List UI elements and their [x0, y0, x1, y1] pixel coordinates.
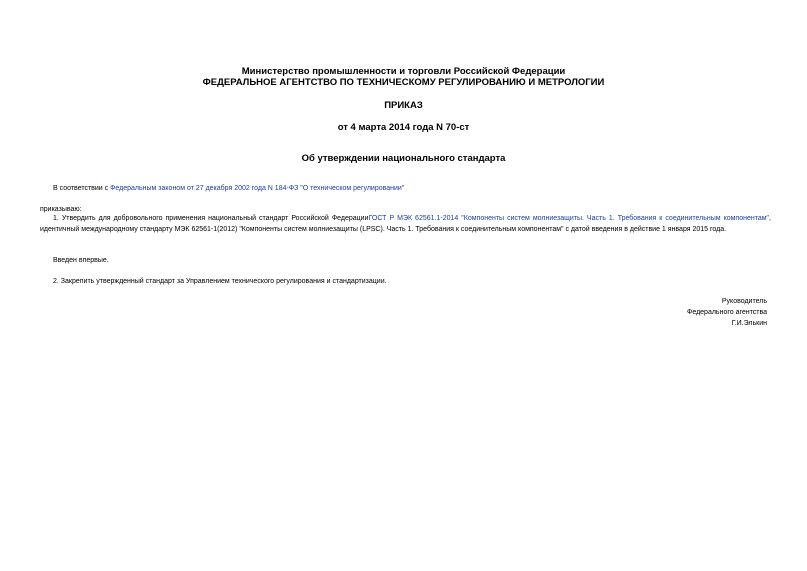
agency-heading: ФЕДЕРАЛЬНОЕ АГЕНТСТВО ПО ТЕХНИЧЕСКОМУ РЕГУЛИРОВАНИЮ И МЕТРОЛОГИИ [202, 77, 605, 88]
item-1-prefix: 1. Утвердить для добровольного применения национальный стандарт Российской Федерации [53, 215, 369, 222]
signature-name: Г.И.Элькин [731, 320, 767, 327]
signature-title-line1: Руководитель [721, 298, 767, 305]
item-1-suffix: , идентичный международному стандарту МЭК 62561-1(2012) "Компоненты систем молниезащиты (LPSC). Часть 1. Требования к соединительным компонентам" с датой введения в действие 1 января 2015 года. [40, 215, 771, 233]
item-1-paragraph [40, 213, 771, 235]
document-subject: Об утверждении национального стандарта [301, 153, 506, 164]
signature-title-line2: Федерального агентства [687, 309, 767, 316]
basis-prefix: В соответствии с [53, 185, 111, 192]
document-type: ПРИКАЗ [384, 100, 423, 111]
item-2-paragraph: 2. Закрепить утвержденный стандарт за Управлением технического регулирования и стандартизации. [53, 278, 387, 285]
document-date-number: от 4 марта 2014 года N 70-ст [337, 122, 470, 133]
ministry-heading: Министерство промышленности и торговли Российской Федерации [241, 66, 566, 77]
gost-standard-link[interactable]: ГОСТ Р МЭК 62561.1-2014 "Компоненты систем молниезащиты. Часть 1. Требования к соединительным компонентам" [368, 215, 770, 222]
introduced-note: Введен впервые. [53, 257, 109, 264]
basis-paragraph [53, 183, 404, 194]
order-word: приказываю: [40, 206, 82, 213]
federal-law-link[interactable]: Федеральным законом от 27 декабря 2002 года N 184-ФЗ "О техническом регулировании" [110, 185, 405, 192]
